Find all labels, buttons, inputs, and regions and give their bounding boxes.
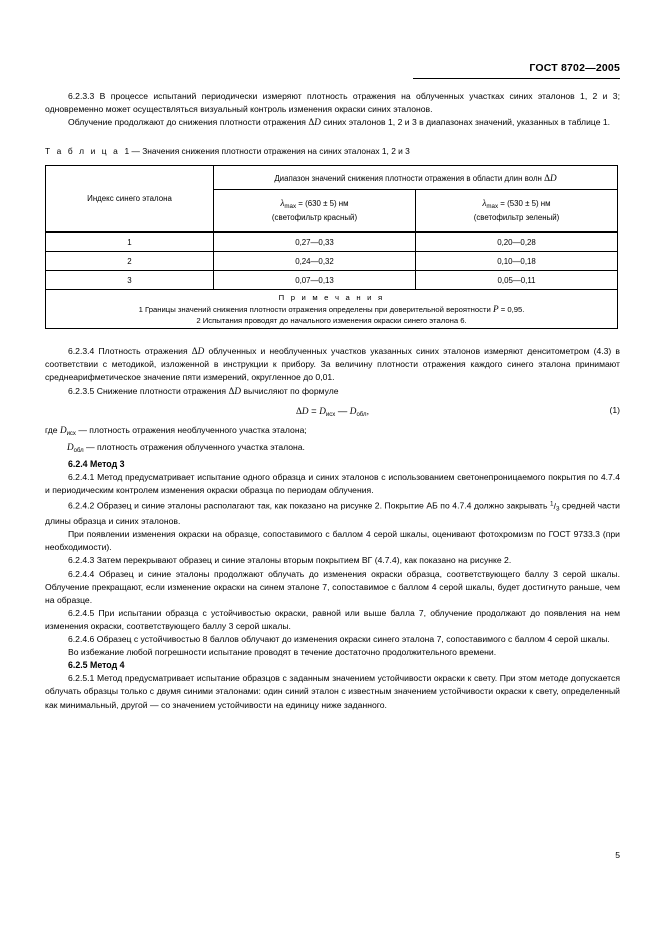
table-cell-green: 0,20—0,28 <box>416 232 618 252</box>
table-1 <box>45 165 618 329</box>
red-filter-wavelength: = (630 ± 5) нм <box>296 198 349 208</box>
table-header-range-cell <box>214 166 618 190</box>
formula-where-obl <box>45 441 620 458</box>
paragraph-6-2-4-2-pre: 6.2.4.2 Образец и синие эталоны располагают так, как показано на рисунке 2. Покрытие АБ по 4.7.4 должно закрывать <box>68 500 551 511</box>
table-cell-index: 2 <box>46 252 214 271</box>
table-header-row-top <box>46 166 618 190</box>
table-caption-dash: — <box>131 146 140 157</box>
table-cell-red: 0,24—0,32 <box>214 252 416 271</box>
where-obl-text: — плотность отражения облученного участка эталона. <box>83 441 305 452</box>
paragraph-6-2-4-1: 6.2.4.1 Метод предусматривает испытание одного образца и синих эталонов с использованием светонепроницаемого покрытия по 4.7.4 и периодическим контролем изменения окраски образца по периодам облучения. <box>45 471 620 496</box>
d-symbol: D <box>197 346 205 357</box>
lambda-subscript-max: max <box>284 202 297 210</box>
red-filter-label: (светофильтр красный) <box>271 213 358 223</box>
paragraph-6-2-4-2-post: средней части длины образца и синих эталонов. <box>45 500 620 527</box>
paragraph-6-2-4-7: Во избежание любой погрешности испытание проводят в течение достаточно продолжительного времени. <box>68 647 497 658</box>
paragraph-6-2-3-5-post: вычисляют по формуле <box>241 385 339 396</box>
table-cell-index: 1 <box>46 232 214 252</box>
table-row <box>46 252 618 271</box>
probability-symbol: P <box>492 303 499 314</box>
fraction-one-third: $^1/_3$ <box>550 500 560 513</box>
heading-6-2-4: 6.2.4 Метод 3 <box>68 458 125 469</box>
lambda-symbol: λ <box>482 197 487 208</box>
delta-d-symbol: Δ <box>544 172 551 183</box>
formula-minus: — <box>337 404 348 416</box>
table-cell-red: 0,07—0,13 <box>214 271 416 290</box>
formula-d-obl: D <box>349 405 357 416</box>
fraction-numerator: 1 <box>550 500 554 508</box>
formula-comma: , <box>366 404 370 416</box>
formula-number: (1) <box>609 404 620 415</box>
heading-6-2-5: 6.2.5 Метод 4 <box>68 660 125 671</box>
table-caption-number: 1 <box>124 146 130 157</box>
page-content <box>45 90 620 712</box>
lambda-symbol: λ <box>280 197 285 208</box>
table-cell-index: 3 <box>46 271 214 290</box>
formula-where-ish <box>45 424 620 441</box>
green-filter-wavelength: = (530 ± 5) нм <box>498 198 551 208</box>
paragraph-6-2-4-6: 6.2.4.6 Образец с устойчивостью 8 баллов облучают до изменения окраски синего эталона 7, сопоставимого с баллом 4 серой шкалы. <box>68 634 610 645</box>
paragraph-6-2-3-4-pre: 6.2.3.4 Плотность отражения <box>68 346 192 357</box>
table-header-red-filter-cell <box>214 190 416 233</box>
delta-symbol: Δ <box>228 385 235 396</box>
lambda-subscript-max: max <box>486 202 499 210</box>
table-notes-row <box>46 290 618 329</box>
green-filter-label: (светофильтр зеленый) <box>473 213 560 223</box>
table-header-range-text: Диапазон значений снижения плотности отражения в области длин волн <box>274 173 545 183</box>
formula-d-ish: D <box>319 405 326 416</box>
table-note-2: 2 Испытания проводят до начального изменения окраски синего эталона 6. <box>196 315 467 325</box>
formula-row-1 <box>45 398 620 424</box>
formula-delta: Δ <box>295 405 302 416</box>
table-caption <box>45 145 620 157</box>
paragraph-6-2-3-3-b-post: синих эталонов 1, 2 и 3 в диапазонах значений, указанных в таблице 1. <box>320 117 611 128</box>
where-ish-text: — плотность отражения необлученного участка эталона; <box>75 424 307 435</box>
formula-d: D <box>301 405 309 416</box>
table-note-1-pre: 1 Границы значений снижения плотности отражения определены при доверительной вероятности <box>138 304 493 314</box>
table-header-green-filter-cell <box>416 190 618 233</box>
table-notes-cell <box>46 290 618 329</box>
paragraph-6-2-4-3: 6.2.4.3 Затем перекрывают образец и синие эталоны вторым покрытием ВГ (4.7.4), как показано на рисунке 2. <box>68 555 512 566</box>
formula-equals: = <box>311 404 317 416</box>
formula-d-ish: D <box>59 424 67 435</box>
paragraph-6-2-3-3-a: 6.2.3.3 В процессе испытаний периодически измеряют плотность отражения на облученных участках синих эталонов 1, 2 и 3; одновременно может осуществляться визуальный контроль изменения окраски синих эталонов. <box>45 91 620 115</box>
table-header-index-cell: Индекс синего эталона <box>46 166 214 233</box>
paragraph-6-2-4-5: 6.2.4.5 При испытании образца с устойчивостью окраски, равной или выше балла 7, облучение продолжают до появления на нем изменения окраски, соответствующего баллу 3 серой шкалы. <box>45 607 620 631</box>
paragraph-6-2-4-4: 6.2.4.4 Образец и синие эталоны продолжают облучать до изменения окраски образца, соответствующего баллу 3 серой шкалы. Облучение прекращают, если изменение окраски на синем эталоне 7, сопоставимое с баллом 4 серой шкалы, будет достигнуто раньше, чем на образце. <box>45 568 620 605</box>
page-number: 5 <box>615 850 620 860</box>
table-caption-label: Т а б л и ц а <box>45 146 120 157</box>
table-cell-green: 0,05—0,11 <box>416 271 618 290</box>
formula-sub-obl: обл <box>356 411 367 418</box>
formula-sub-ish: исх <box>66 430 76 437</box>
paragraph-6-2-4-2b: При появлении изменения окраски на образце, сопоставимого с баллом 4 серой шкалы, оценивают фотохромизм по ГОСТ 9733.3 (при необходимости). <box>45 529 620 553</box>
where-label: где <box>45 424 60 435</box>
paragraph-6-2-5-1: 6.2.5.1 Метод предусматривает испытание образцов с заданным значением устойчивости окраски к свету. При этом методе допускается облучать образцы только с двумя синими эталонами: один синий эталон с известным значением устойчивости окраски к свету, определенный как минимальный, другой — со значением устойчивости на единицу ниже заданного. <box>45 673 620 710</box>
table-note-1-post: = 0,95. <box>498 304 525 314</box>
d-symbol: D <box>314 117 321 128</box>
paragraph-6-2-3-5-pre: 6.2.3.5 Снижение плотности отражения <box>68 385 229 396</box>
paragraph-6-2-3-3-b <box>45 116 620 129</box>
header-rule <box>413 78 620 79</box>
table-row <box>46 271 618 290</box>
formula-sub-ish: исх <box>325 411 336 418</box>
paragraph-6-2-3-5 <box>45 385 620 398</box>
paragraph-6-2-4-2 <box>45 497 620 528</box>
d-symbol: D <box>234 385 242 396</box>
d-symbol: D <box>550 172 557 183</box>
paragraph-6-2-3-4-post: облученных и необлученных участков указанных синих эталонов измеряют денситометром (4.3) в соответствии с методикой, изложенной в инструкции к прибору. За величину плотности отражения каждого синего эталона принимают среднеарифметическое значение пяти измерений, округленное до 0,01. <box>45 346 620 383</box>
table-cell-red: 0,27—0,33 <box>214 232 416 252</box>
table-caption-text: Значения снижения плотности отражения на синих эталонах 1, 2 и 3 <box>142 146 410 157</box>
paragraph-6-2-3-4 <box>45 345 620 384</box>
fraction-denominator: 3 <box>555 505 560 513</box>
page-header-standard-title: ГОСТ 8702—2005 <box>529 62 620 74</box>
formula-d-obl: D <box>67 441 74 452</box>
table-cell-green: 0,10—0,18 <box>416 252 618 271</box>
formula-sub-obl: обл <box>73 447 84 454</box>
delta-symbol: Δ <box>308 117 315 128</box>
table-notes-title: П р и м е ч а н и я <box>278 293 385 303</box>
delta-symbol: Δ <box>191 346 198 357</box>
formula-1 <box>45 405 620 418</box>
table-row <box>46 232 618 252</box>
paragraph-6-2-3-3-b-pre: Облучение продолжают до снижения плотности отражения <box>68 117 309 128</box>
